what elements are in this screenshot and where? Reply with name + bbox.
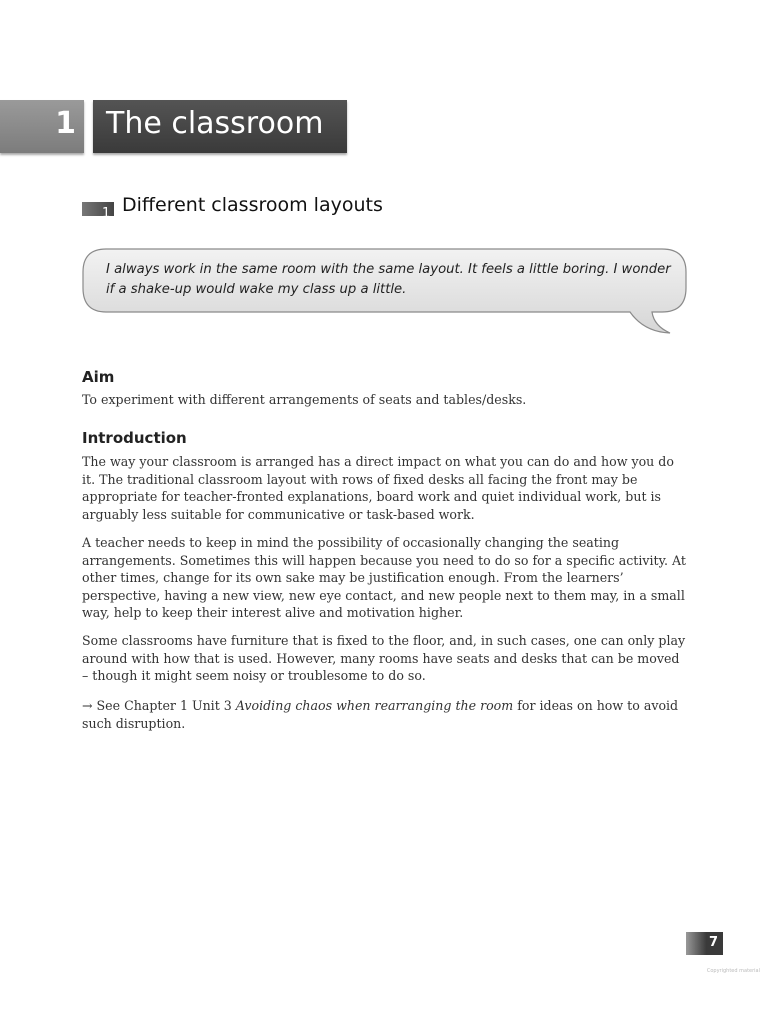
chapter-number: 1 bbox=[55, 106, 76, 141]
intro-paragraph-2: A teacher needs to keep in mind the possibility of occasionally changing the seating arrangements. Sometimes this will happen because you need to do so for a specific activity. At other times, change for its own sake may be justification enough. From the learners’ perspective, having a new view, new eye contact, and new people next to them may, in a small way, help to keep their interest alive and motivation higher. bbox=[82, 535, 686, 620]
chapter-title-box bbox=[93, 100, 347, 153]
chapter-number-box bbox=[0, 100, 84, 153]
cross-reference[interactable] bbox=[82, 697, 687, 732]
chapter-title: The classroom bbox=[106, 106, 324, 141]
aim-text: To experiment with different arrangements of seats and tables/desks. bbox=[82, 392, 527, 407]
aim-heading: Aim bbox=[82, 368, 115, 386]
unit-number-badge bbox=[82, 202, 114, 221]
unit-number: 1 bbox=[102, 206, 111, 221]
copyright-note: Copyrighted material bbox=[706, 968, 760, 974]
page-number-box bbox=[686, 932, 723, 955]
intro-paragraph-3: Some classrooms have furniture that is fixed to the floor, and, in such cases, one can only play around with how that is used. However, many rooms have seats and desks that can be moved – though it might seem noisy or troublesome to do so. bbox=[82, 633, 686, 683]
cross-reference-suffix: for ideas on how to avoid such disruption. bbox=[82, 698, 679, 731]
unit-title: Different classroom layouts bbox=[122, 194, 383, 216]
introduction-heading: Introduction bbox=[82, 429, 187, 447]
speech-bubble-text: I always work in the same room with the same layout. It feels a little boring. I wonder if a shake-up would wake my class up a little. bbox=[106, 262, 671, 297]
speech-bubble bbox=[82, 246, 692, 338]
page-number: 7 bbox=[708, 935, 718, 950]
cross-reference-title[interactable]: Avoiding chaos when rearranging the room bbox=[235, 698, 514, 713]
cross-reference-prefix: → See Chapter 1 Unit 3 bbox=[82, 698, 236, 713]
intro-paragraph-1: The way your classroom is arranged has a direct impact on what you can do and how you do it. The traditional classroom layout with rows of fixed desks all facing the front may be appropriate for teacher-fronted explanations, board work and quiet individual work, but is arguably less suitable for communicative or task-based work. bbox=[82, 454, 674, 522]
chapter-header bbox=[0, 100, 347, 153]
